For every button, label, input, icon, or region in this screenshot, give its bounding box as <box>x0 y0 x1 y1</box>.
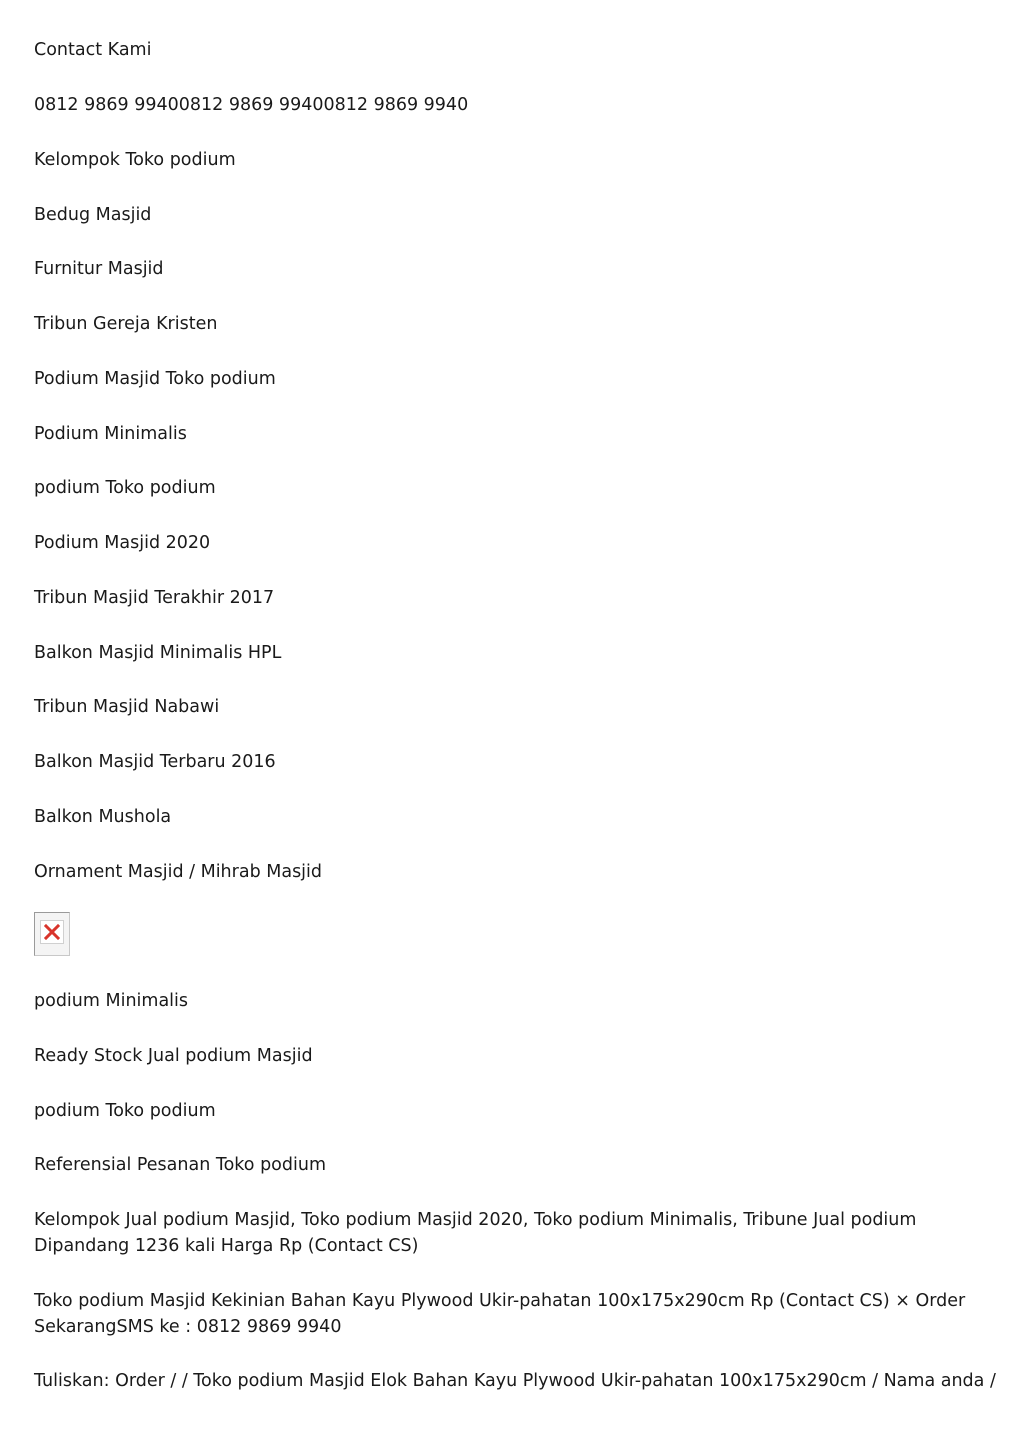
menu-item-bedug-masjid[interactable]: Bedug Masjid <box>34 205 152 225</box>
menu-item-kelompok-toko-podium[interactable]: Kelompok Toko podium <box>34 150 236 170</box>
phone-numbers[interactable]: 0812 9869 99400812 9869 99400812 9869 9940 <box>34 95 469 115</box>
product-link-ready-stock[interactable]: Ready Stock Jual podium Masjid <box>34 1046 313 1066</box>
broken-image-frame <box>40 920 64 944</box>
product-link-referensial-pesanan[interactable]: Referensial Pesanan Toko podium <box>34 1155 326 1175</box>
product-link-podium-minimalis[interactable]: podium Minimalis <box>34 991 189 1011</box>
category-info: Kelompok Jual podium Masjid, Toko podium Masjid 2020, Toko podium Minimalis, Tribune Jual podium Dipandang 1236 kali Harga Rp (Contact CS) <box>34 1210 917 1256</box>
contact-heading: Contact Kami <box>34 40 152 60</box>
menu-item-furnitur-masjid[interactable]: Furnitur Masjid <box>34 259 164 279</box>
menu-item-ornament-masjid[interactable]: Ornament Masjid / Mihrab Masjid <box>34 862 323 882</box>
product-link-podium-toko-podium[interactable]: podium Toko podium <box>34 1101 216 1121</box>
menu-item-tribun-masjid-nabawi[interactable]: Tribun Masjid Nabawi <box>34 697 220 717</box>
menu-item-balkon-mushola[interactable]: Balkon Mushola <box>34 807 172 827</box>
product-description: Toko podium Masjid Kekinian Bahan Kayu Plywood Ukir-pahatan 100x175x290cm Rp (Contact CS) × Order SekarangSMS ke : 0812 9869 9940 <box>34 1291 966 1337</box>
menu-item-balkon-masjid-minimalis-hpl[interactable]: Balkon Masjid Minimalis HPL <box>34 643 282 663</box>
red-x-icon <box>44 924 60 940</box>
menu-item-podium-minimalis[interactable]: Podium Minimalis <box>34 424 187 444</box>
menu-item-tribun-gereja-kristen[interactable]: Tribun Gereja Kristen <box>34 314 218 334</box>
menu-item-podium-masjid-2020[interactable]: Podium Masjid 2020 <box>34 533 211 553</box>
broken-image-icon <box>34 912 70 956</box>
menu-item-tribun-masjid-terakhir-2017[interactable]: Tribun Masjid Terakhir 2017 <box>34 588 275 608</box>
menu-item-podium-masjid-toko-podium[interactable]: Podium Masjid Toko podium <box>34 369 276 389</box>
order-format-text: Tuliskan: Order / / Toko podium Masjid Elok Bahan Kayu Plywood Ukir-pahatan 100x175x290cm / Nama anda / <box>34 1371 996 1391</box>
menu-item-podium-toko-podium[interactable]: podium Toko podium <box>34 478 216 498</box>
menu-item-balkon-masjid-terbaru-2016[interactable]: Balkon Masjid Terbaru 2016 <box>34 752 276 772</box>
